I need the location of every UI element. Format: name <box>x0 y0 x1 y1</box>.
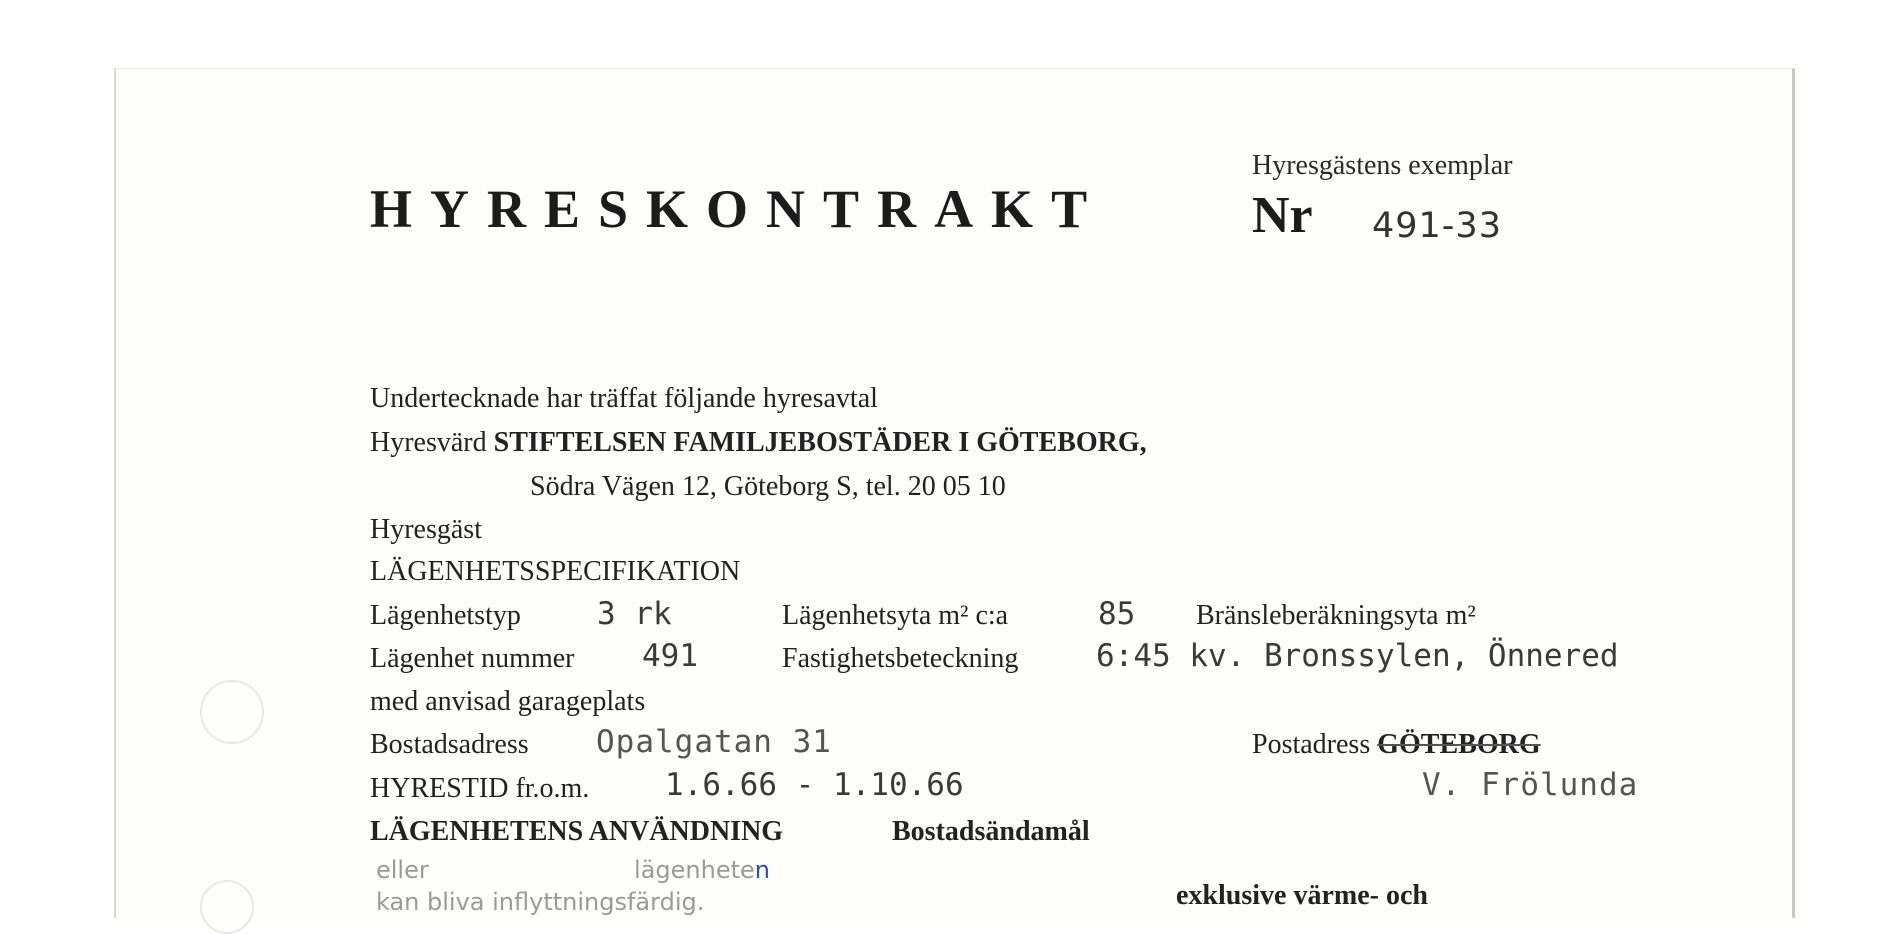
postal-row <box>1252 729 1541 761</box>
spec-heading: LÄGENHETSSPECIFIKATION <box>370 556 741 587</box>
property-label: Fastighetsbeteckning <box>782 643 1019 674</box>
landlord-name: STIFTELSEN FAMILJEBOSTÄDER I GÖTEBORG, <box>493 427 1147 458</box>
apt-area-label: Lägenhetsyta m² c:a <box>782 600 1009 631</box>
property-value: 6:45 kv. Bronssylen, Önnered <box>1096 638 1619 674</box>
apt-type-label: Lägenhetstyp <box>370 600 521 631</box>
faded-line-1-blue: n <box>754 856 770 884</box>
tenant-label: Hyresgäst <box>370 514 482 545</box>
paper-smudge <box>200 880 254 934</box>
faded-line-2: kan bliva inflyttningsfärdig. <box>376 888 705 916</box>
apt-area-value: 85 <box>1098 596 1136 632</box>
heating-note: exklusive värme- och <box>1176 880 1428 911</box>
faded-line-1 <box>376 856 770 884</box>
landlord-row <box>370 427 1147 459</box>
address-label: Bostadsadress <box>370 729 529 760</box>
postal-label: Postadress <box>1252 729 1371 760</box>
landlord-label: Hyresvärd <box>370 427 487 458</box>
address-value: Opalgatan 31 <box>596 724 832 760</box>
paper-smudge <box>200 680 264 744</box>
apt-number-value: 491 <box>642 638 698 674</box>
intro-text: Undertecknade har träffat följande hyresavtal <box>370 383 878 414</box>
usage-value: Bostadsändamål <box>892 816 1090 847</box>
postal-struck: GÖTEBORG <box>1377 729 1541 760</box>
copy-label: Hyresgästens exemplar <box>1252 150 1513 181</box>
landlord-address: Södra Vägen 12, Göteborg S, tel. 20 05 10 <box>530 471 1006 502</box>
usage-label: LÄGENHETENS ANVÄNDNING <box>370 816 784 847</box>
number-label: Nr <box>1252 187 1313 244</box>
contract-number: 491-33 <box>1372 206 1502 246</box>
postal-value: V. Frölunda <box>1422 767 1639 803</box>
apt-number-label: Lägenhet nummer <box>370 643 575 674</box>
document-title: HYRESKONTRAKT <box>370 179 1106 239</box>
garage-text: med anvisad garageplats <box>370 686 646 717</box>
period-label: HYRESTID fr.o.m. <box>370 773 590 804</box>
period-value: 1.6.66 - 1.10.66 <box>665 767 964 803</box>
faded-line-1-start: eller <box>376 856 429 884</box>
faded-line-1-end: lägenhete <box>634 856 755 884</box>
fuel-area-label: Bränsleberäkningsyta m² <box>1196 600 1476 631</box>
apt-type-value: 3 rk <box>597 596 672 632</box>
